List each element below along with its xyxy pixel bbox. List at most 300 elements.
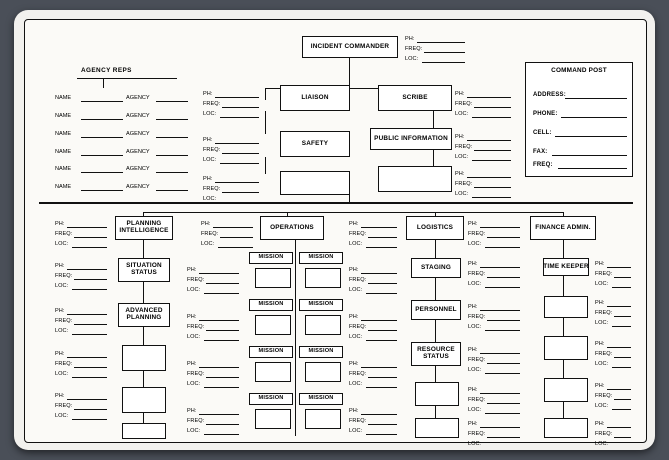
rule-resstat-ph [480, 353, 520, 354]
box-mission-2a[interactable] [255, 315, 291, 335]
fields-logistics[interactable] [349, 220, 366, 249]
field-loc[interactable]: LOC: [349, 333, 363, 340]
agency-row-6-name[interactable]: NAME [55, 184, 72, 190]
agency-row-5-agency[interactable]: AGENCY [126, 166, 150, 172]
rule-m3l-loc [204, 387, 239, 388]
field-freq[interactable]: FREQ: [203, 100, 221, 107]
fields-mission-row-1-right[interactable] [349, 266, 366, 295]
rule-agency-5-agency [156, 172, 188, 173]
fields-planning-intelligence[interactable] [55, 220, 72, 249]
field-loc[interactable]: LOC: [455, 190, 469, 197]
agency-row-3[interactable] [55, 131, 71, 137]
agency-row-2-name[interactable]: NAME [55, 113, 72, 119]
box-logistics-blank-1[interactable] [415, 382, 459, 406]
rule-sitstat-ph [67, 269, 107, 270]
agency-row-2[interactable] [55, 113, 71, 119]
field-freq[interactable]: FREQ: [595, 430, 613, 437]
label-command-post: COMMAND POST [551, 66, 607, 74]
fields-mission-row-3-right[interactable] [349, 360, 366, 389]
fields-blank-command-right[interactable] [455, 170, 472, 199]
field-loc[interactable]: LOC: [468, 323, 482, 330]
label-situation-status: SITUATION STATUS [126, 262, 162, 276]
field-loc[interactable]: LOC: [203, 195, 217, 202]
label-scribe: SCRIBE [402, 93, 428, 101]
field-freq[interactable]: FREQ: [349, 417, 367, 424]
box-blank-command-right[interactable] [378, 166, 452, 192]
rule-log-freq [368, 237, 397, 238]
label-public-information: PUBLIC INFORMATION [374, 134, 448, 142]
field-loc[interactable]: LOC: [201, 240, 215, 247]
rule-logblank2-freq [487, 437, 520, 438]
rule-liaison-freq [222, 107, 259, 108]
connector-ic-down [349, 58, 350, 88]
fields-mission-row-2-right[interactable] [349, 313, 366, 342]
field-loc[interactable]: LOC: [349, 427, 363, 434]
rule-resstat-freq [487, 363, 520, 364]
field-ph[interactable]: PH: [468, 387, 478, 393]
fields-liaison[interactable] [203, 90, 220, 119]
field-freq[interactable]: FREQ: [349, 230, 367, 237]
field-ph[interactable]: PH: [468, 421, 478, 427]
field-freq[interactable]: FREQ: [187, 417, 205, 424]
box-mission-3b[interactable] [305, 362, 341, 382]
field-ph[interactable]: PH: [468, 221, 478, 227]
field-loc[interactable]: LOC: [187, 333, 201, 340]
rule-advplan-ph [67, 314, 107, 315]
rule-agency-6-name [81, 190, 123, 191]
rule-planblank2-loc [72, 419, 107, 420]
field-ph[interactable]: PH: [55, 308, 65, 314]
field-loc[interactable]: LOC: [595, 440, 609, 447]
field-ph[interactable]: PH: [595, 383, 605, 389]
label-mission-4a: MISSION [258, 395, 284, 402]
field-ph[interactable]: PH: [468, 261, 478, 267]
agency-row-4-agency[interactable]: AGENCY [126, 149, 150, 155]
rule-m4l-loc [204, 434, 239, 435]
rule-ops-loc [218, 247, 253, 248]
rule-personnel-freq [487, 320, 520, 321]
label-mission-3a: MISSION [258, 348, 284, 355]
field-ph[interactable]: PH: [595, 421, 605, 427]
rule-m4r-ph [361, 414, 397, 415]
rule-personnel-loc [485, 330, 520, 331]
rule-plan-ph [67, 227, 107, 228]
agency-row-3-agency[interactable]: AGENCY [126, 131, 150, 137]
rule-m1r-loc [366, 293, 397, 294]
field-ph[interactable]: PH: [595, 261, 605, 267]
status-board-panel [14, 10, 655, 450]
field-loc[interactable]: LOC: [203, 156, 217, 163]
rule-scribe-ph [467, 97, 511, 98]
rule-planblank1-freq [74, 367, 107, 368]
label-planning-intelligence: PLANNING INTELLIGENCE [119, 220, 169, 234]
field-ph[interactable]: PH: [187, 314, 197, 320]
label-mission-1a: MISSION [258, 254, 284, 261]
field-loc[interactable]: LOC: [455, 153, 469, 160]
fields-blank-command-left[interactable] [203, 175, 220, 204]
rule-m2l-ph [199, 320, 239, 321]
field-freq[interactable]: FREQ: [595, 309, 613, 316]
field-freq[interactable]: FREQ: [455, 143, 473, 150]
field-freq[interactable]: FREQ: [203, 146, 221, 153]
rule-timekeeper-freq [614, 277, 631, 278]
rule-ic-loc [422, 62, 465, 63]
field-freq[interactable]: FREQ: [55, 402, 73, 409]
field-ph[interactable]: PH: [55, 263, 65, 269]
fields-incident-commander[interactable] [405, 35, 422, 64]
field-ph[interactable]: PH: [349, 314, 359, 320]
rule-liaison-ph [215, 97, 259, 98]
field-loc[interactable]: LOC: [595, 280, 609, 287]
rule-agency-1-name [81, 101, 123, 102]
rule-finblank2-ph [607, 347, 631, 348]
rule-m4l-ph [199, 414, 239, 415]
field-loc[interactable]: LOC: [468, 406, 482, 413]
rule-staging-loc [485, 287, 520, 288]
rule-agency-2-name [81, 119, 123, 120]
field-ph[interactable]: PH: [203, 176, 213, 182]
field-loc[interactable]: LOC: [455, 110, 469, 117]
rule-timekeeper-loc [612, 287, 631, 288]
label-logistics: LOGISTICS [416, 223, 454, 231]
label-incident-commander: INCIDENT COMMANDER [310, 42, 390, 50]
label-personnel: PERSONNEL [415, 305, 457, 313]
field-loc[interactable]: LOC: [468, 366, 482, 373]
field-ph[interactable]: PH: [468, 304, 478, 310]
fields-finance-admin[interactable] [468, 220, 485, 249]
fields-scribe[interactable] [455, 90, 472, 119]
field-loc[interactable]: LOC: [468, 280, 482, 287]
field-ph[interactable]: PH: [187, 267, 197, 273]
rule-cp-freq [558, 168, 627, 169]
rule-planblank2-ph [67, 399, 107, 400]
rule-m2r-ph [361, 320, 397, 321]
rule-finblank3-freq [614, 399, 631, 400]
rule-agency-6-agency [156, 190, 188, 191]
field-freq[interactable]: FREQ: [468, 270, 486, 277]
rule-logblank2-ph [480, 427, 520, 428]
field-ph[interactable]: PH: [187, 408, 197, 414]
field-loc[interactable]: LOC: [55, 370, 69, 377]
rule-advplan-loc [72, 334, 107, 335]
field-freq[interactable]: FREQ: [468, 356, 486, 363]
field-loc[interactable]: LOC: [55, 282, 69, 289]
rule-m4l-freq [206, 424, 239, 425]
field-freq[interactable]: FREQ: [349, 323, 367, 330]
label-mission-4b: MISSION [308, 395, 334, 402]
rule-resstat-loc [485, 373, 520, 374]
field-freq[interactable]: FREQ: [455, 100, 473, 107]
agency-row-1-agency[interactable]: AGENCY [126, 95, 150, 101]
rule-agency-5-name [81, 172, 123, 173]
field-freq[interactable]: FREQ: [55, 317, 73, 324]
fields-mission-row-1-left[interactable] [187, 266, 204, 295]
field-freq[interactable]: FREQ: [187, 323, 205, 330]
field-freq[interactable]: FREQ: [595, 270, 613, 277]
rule-plan-loc [72, 247, 107, 248]
box-mission-2b[interactable] [305, 315, 341, 335]
fields-finance-blank-1[interactable] [595, 299, 612, 328]
rule-log-ph [361, 227, 397, 228]
fields-mission-row-4-left[interactable] [187, 407, 204, 436]
field-freq[interactable]: FREQ: [201, 230, 219, 237]
rule-blank-right-ph [467, 177, 511, 178]
field-ph[interactable]: PH: [349, 221, 359, 227]
field-loc[interactable]: LOC: [349, 286, 363, 293]
box-mission-1a[interactable] [255, 268, 291, 288]
rule-finblank1-ph [607, 306, 631, 307]
field-freq[interactable]: FREQ: [349, 276, 367, 283]
connector-safety-stem [265, 111, 266, 134]
rule-plan-freq [74, 237, 107, 238]
fields-safety[interactable] [203, 136, 220, 165]
box-logistics-blank-2[interactable] [415, 418, 459, 438]
label-mission-3b: MISSION [308, 348, 334, 355]
rule-m1r-ph [361, 273, 397, 274]
field-ph[interactable]: PH: [55, 351, 65, 357]
label-liaison: LIAISON [301, 93, 329, 101]
field-loc[interactable]: LOC: [349, 380, 363, 387]
rule-ops-freq [220, 237, 253, 238]
field-ph[interactable]: PH: [455, 91, 465, 97]
field-loc[interactable]: LOC: [468, 240, 482, 247]
agency-row-4[interactable] [55, 149, 71, 155]
box-mission-3a[interactable] [255, 362, 291, 382]
field-ph[interactable]: PH: [468, 347, 478, 353]
rule-fin-loc [485, 247, 520, 248]
field-ph[interactable]: PH: [55, 393, 65, 399]
rule-agency-4-agency [156, 155, 188, 156]
agency-row-2-agency[interactable]: AGENCY [126, 113, 150, 119]
rule-agency-reps-underline [77, 78, 177, 79]
box-planning-blank-1[interactable] [122, 345, 166, 371]
rule-logblank1-ph [480, 393, 520, 394]
rule-m1l-freq [206, 283, 239, 284]
rule-ic-freq [424, 52, 465, 53]
rule-m3r-loc [366, 387, 397, 388]
field-freq[interactable]: FREQ: [468, 396, 486, 403]
rule-logblank1-freq [487, 403, 520, 404]
box-mission-1b[interactable] [305, 268, 341, 288]
field-freq[interactable]: FREQ: [455, 180, 473, 187]
cp-row-address[interactable]: ADDRESS: [533, 92, 566, 98]
rule-m3r-freq [368, 377, 397, 378]
field-loc[interactable]: LOC: [595, 319, 609, 326]
field-loc[interactable]: LOC: [595, 402, 609, 409]
field-loc[interactable]: LOC: [187, 380, 201, 387]
fields-planning-blank-2[interactable] [55, 392, 72, 421]
connector-operations-column-spine [295, 240, 296, 436]
cp-row-fax[interactable]: FAX: [533, 149, 548, 155]
field-ph[interactable]: PH: [405, 36, 415, 42]
field-freq[interactable]: FREQ: [595, 350, 613, 357]
fields-resource-status[interactable] [468, 346, 485, 375]
agency-row-5-name[interactable]: NAME [55, 166, 72, 172]
box-mission-4a[interactable] [255, 409, 291, 429]
agency-row-1[interactable] [55, 95, 71, 101]
agency-row-6[interactable] [55, 184, 71, 190]
rule-finblank4-freq [614, 437, 631, 438]
fields-staging[interactable] [468, 260, 485, 289]
rule-cp-fax [552, 155, 627, 156]
field-loc[interactable]: LOC: [468, 440, 482, 447]
field-ph[interactable]: PH: [349, 267, 359, 273]
label-advanced-planning: ADVANCED PLANNING [125, 307, 163, 321]
rule-safety-freq [222, 153, 259, 154]
fields-mission-row-2-left[interactable] [187, 313, 204, 342]
rule-agency-4-name [81, 155, 123, 156]
field-freq[interactable]: FREQ: [55, 360, 73, 367]
rule-agency-1-agency [156, 101, 188, 102]
field-freq[interactable]: FREQ: [468, 430, 486, 437]
fields-time-keeper[interactable] [595, 260, 612, 289]
rule-finblank2-loc [612, 367, 631, 368]
rule-ic-ph [417, 42, 465, 43]
fields-logistics-blank-2[interactable] [468, 420, 485, 449]
agency-row-1-name[interactable]: NAME [55, 95, 72, 101]
agency-row-3-name[interactable]: NAME [55, 131, 72, 137]
rule-cp-phone [561, 117, 627, 118]
fields-personnel[interactable] [468, 303, 485, 332]
field-loc[interactable]: LOC: [187, 286, 201, 293]
cp-row-phone[interactable]: PHONE: [533, 111, 558, 117]
cp-row-freq[interactable]: FREQ: [533, 162, 553, 168]
field-freq[interactable]: FREQ: [468, 313, 486, 320]
fields-mission-row-4-right[interactable] [349, 407, 366, 436]
fields-public-information[interactable] [455, 133, 472, 162]
field-freq[interactable]: FREQ: [595, 392, 613, 399]
box-finance-blank-4[interactable] [544, 418, 588, 438]
field-ph[interactable]: PH: [349, 361, 359, 367]
field-loc[interactable]: LOC: [203, 110, 217, 117]
rule-agency-3-name [81, 137, 123, 138]
fields-finance-blank-2[interactable] [595, 340, 612, 369]
rule-fin-ph [480, 227, 520, 228]
rule-m3l-ph [199, 367, 239, 368]
rule-personnel-ph [480, 310, 520, 311]
field-freq[interactable]: FREQ: [468, 230, 486, 237]
rule-finblank3-ph [607, 389, 631, 390]
rule-pio-loc [472, 160, 511, 161]
rule-agency-3-agency [156, 137, 188, 138]
box-blank-command-left[interactable] [280, 171, 350, 195]
rule-cp-address [565, 98, 627, 99]
rule-blank-left-ph [215, 182, 259, 183]
field-loc[interactable]: LOC: [55, 240, 69, 247]
rule-log-loc [366, 247, 397, 248]
field-loc[interactable]: LOC: [349, 240, 363, 247]
box-mission-4b[interactable] [305, 409, 341, 429]
rule-timekeeper-ph [607, 267, 631, 268]
field-ph[interactable]: PH: [55, 221, 65, 227]
field-freq[interactable]: FREQ: [405, 45, 423, 52]
field-loc[interactable]: LOC: [405, 55, 419, 62]
field-freq[interactable]: FREQ: [55, 272, 73, 279]
field-freq[interactable]: FREQ: [187, 370, 205, 377]
field-loc[interactable]: LOC: [55, 327, 69, 334]
rule-m1r-freq [368, 283, 397, 284]
rule-advplan-freq [74, 324, 107, 325]
label-staging: STAGING [420, 263, 452, 271]
label-operations: OPERATIONS [270, 223, 314, 231]
rule-agency-2-agency [156, 119, 188, 120]
status-board-surface [24, 19, 647, 447]
field-freq[interactable]: FREQ: [55, 230, 73, 237]
field-freq[interactable]: FREQ: [203, 185, 221, 192]
field-ph[interactable]: PH: [201, 221, 211, 227]
field-ph[interactable]: PH: [203, 91, 213, 97]
rule-m3r-ph [361, 367, 397, 368]
field-freq[interactable]: FREQ: [187, 276, 205, 283]
rule-finblank4-ph [607, 427, 631, 428]
fields-mission-row-3-left[interactable] [187, 360, 204, 389]
cp-row-cell[interactable]: CELL: [533, 130, 552, 136]
field-ph[interactable]: PH: [455, 171, 465, 177]
rule-fin-freq [487, 237, 520, 238]
rule-planblank2-freq [74, 409, 107, 410]
box-planning-blank-3[interactable] [122, 423, 166, 439]
rule-m2l-loc [204, 340, 239, 341]
fields-finance-blank-3[interactable] [595, 382, 612, 411]
rule-safety-loc [220, 163, 259, 164]
fields-logistics-blank-1[interactable] [468, 386, 485, 415]
rule-logblank1-loc [485, 413, 520, 414]
rule-m1l-loc [204, 293, 239, 294]
fields-advanced-planning[interactable] [55, 307, 72, 336]
fields-operations[interactable] [201, 220, 218, 249]
fields-finance-blank-4[interactable] [595, 420, 612, 449]
fields-planning-blank-1[interactable] [55, 350, 72, 379]
field-ph[interactable]: PH: [455, 134, 465, 140]
agency-row-5[interactable] [55, 166, 71, 172]
field-ph[interactable]: PH: [349, 408, 359, 414]
label-finance-admin: FINANCE ADMIN. [535, 223, 591, 231]
agency-row-4-name[interactable]: NAME [55, 149, 72, 155]
rule-blank-right-loc [472, 197, 511, 198]
rule-safety-ph [215, 143, 259, 144]
box-finance-blank-1[interactable] [544, 296, 588, 318]
divider-sections [39, 202, 633, 204]
rule-staging-ph [480, 267, 520, 268]
box-finance-blank-2[interactable] [544, 336, 588, 360]
rule-m1l-ph [199, 273, 239, 274]
field-loc[interactable]: LOC: [187, 427, 201, 434]
field-ph[interactable]: PH: [595, 300, 605, 306]
rule-cp-cell [555, 136, 627, 137]
field-loc[interactable]: LOC: [55, 412, 69, 419]
box-command-post[interactable] [525, 62, 633, 177]
connector-agency-reps-stem [103, 78, 104, 88]
rule-m4r-loc [366, 434, 397, 435]
field-ph[interactable]: PH: [187, 361, 197, 367]
field-ph[interactable]: PH: [595, 341, 605, 347]
rule-scribe-loc [472, 117, 511, 118]
field-loc[interactable]: LOC: [595, 360, 609, 367]
agency-row-6-agency[interactable]: AGENCY [126, 184, 150, 190]
rule-finblank1-freq [614, 316, 631, 317]
rule-staging-freq [487, 277, 520, 278]
rule-sitstat-freq [74, 279, 107, 280]
box-finance-blank-3[interactable] [544, 378, 588, 402]
rule-pio-freq [474, 150, 511, 151]
fields-situation-status[interactable] [55, 262, 72, 291]
box-planning-blank-2[interactable] [122, 387, 166, 413]
field-ph[interactable]: PH: [203, 137, 213, 143]
field-freq[interactable]: FREQ: [349, 370, 367, 377]
label-resource-status: RESOURCE STATUS [417, 346, 455, 360]
rule-blank-left-freq [222, 192, 259, 193]
heading-agency-reps: AGENCY REPS [81, 67, 132, 74]
